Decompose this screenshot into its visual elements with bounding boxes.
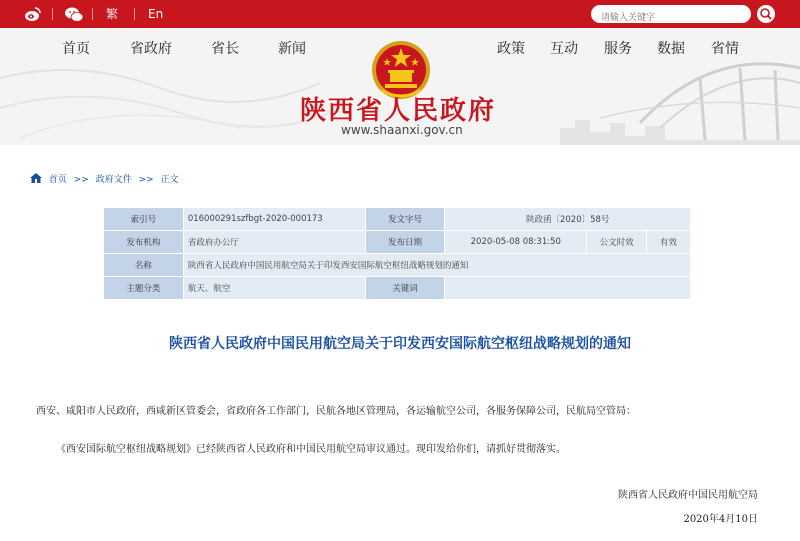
nav-home[interactable]: 首页: [62, 41, 90, 57]
name-value: 陕西省人民政府中国民用航空局关于印发西安国际航空枢纽战略规划的通知: [183, 254, 690, 277]
date-label: 发布日期: [365, 231, 445, 254]
document-meta-table: [103, 207, 691, 300]
article-signature: 陕西省人民政府中国民用航空局: [618, 490, 758, 501]
breadcrumb-separator: >>: [73, 175, 89, 185]
nav-interaction[interactable]: 互动: [550, 41, 578, 57]
article-title: 陕西省人民政府中国民用航空局关于印发西安国际航空枢纽战略规划的通知: [169, 336, 631, 352]
nav-province-info[interactable]: 省情: [711, 41, 739, 57]
index-value: 016000291szfbgt-2020-000173: [183, 208, 365, 231]
top-utility-bar: [0, 0, 800, 28]
site-header: [0, 28, 800, 145]
search-icon: [757, 5, 775, 23]
breadcrumb-separator: >>: [138, 175, 154, 185]
separator: [52, 8, 53, 20]
docno-value: 陕政函〔2020〕58号: [445, 208, 691, 231]
nav-policy[interactable]: 政策: [497, 41, 525, 57]
topic-label: 主题分类: [104, 277, 184, 300]
nav-service[interactable]: 服务: [604, 41, 632, 57]
breadcrumb-current: 正文: [160, 175, 179, 185]
table-row: [104, 208, 691, 231]
separator: [134, 8, 135, 20]
date-value: 2020-05-08 08:31:50: [445, 231, 587, 254]
name-label: 名称: [104, 254, 184, 277]
search-box: [591, 5, 751, 23]
docno-label: 发文字号: [365, 208, 445, 231]
table-row: [104, 277, 691, 300]
breadcrumb: [30, 172, 183, 185]
topic-value: 航天、航空: [183, 277, 365, 300]
nav-data[interactable]: 数据: [657, 41, 685, 57]
nav-province-gov[interactable]: 省政府: [130, 41, 172, 57]
search-button[interactable]: [757, 5, 775, 23]
validity-label: 公文时效: [587, 231, 647, 254]
traditional-chinese-link[interactable]: 繁: [106, 7, 119, 21]
site-url: www.shaanxi.gov.cn: [341, 123, 463, 137]
english-link[interactable]: En: [148, 7, 164, 21]
site-title[interactable]: 陕西省人民政府: [300, 96, 497, 126]
nav-governor[interactable]: 省长: [211, 41, 239, 57]
index-label: 索引号: [104, 208, 184, 231]
article-recipients: 西安、咸阳市人民政府，西咸新区管委会，省政府各工作部门，民航各地区管理局，各运输航空公司，各服务保障公司，民航局空管局：: [36, 406, 636, 417]
org-value: 省政府办公厅: [183, 231, 365, 254]
validity-value: 有效: [647, 231, 691, 254]
org-label: 发布机构: [104, 231, 184, 254]
keyword-label: 关键词: [365, 277, 445, 300]
breadcrumb-home[interactable]: 首页: [48, 175, 67, 185]
separator: [92, 8, 93, 20]
table-row: [104, 231, 691, 254]
table-row: [104, 254, 691, 277]
article-date: 2020年4月10日: [683, 514, 758, 525]
home-icon: [30, 175, 45, 185]
search-input[interactable]: [591, 9, 741, 27]
nav-news[interactable]: 新闻: [278, 41, 306, 57]
breadcrumb-section[interactable]: 政府文件: [95, 175, 132, 185]
keyword-value: [445, 277, 691, 300]
wechat-icon[interactable]: [64, 0, 84, 28]
weibo-icon[interactable]: [24, 0, 42, 28]
article-body: 《西安国际航空枢纽战略规划》已经陕西省人民政府和中国民用航空局审议通过。现印发给你们，请抓好贯彻落实。: [56, 444, 566, 455]
